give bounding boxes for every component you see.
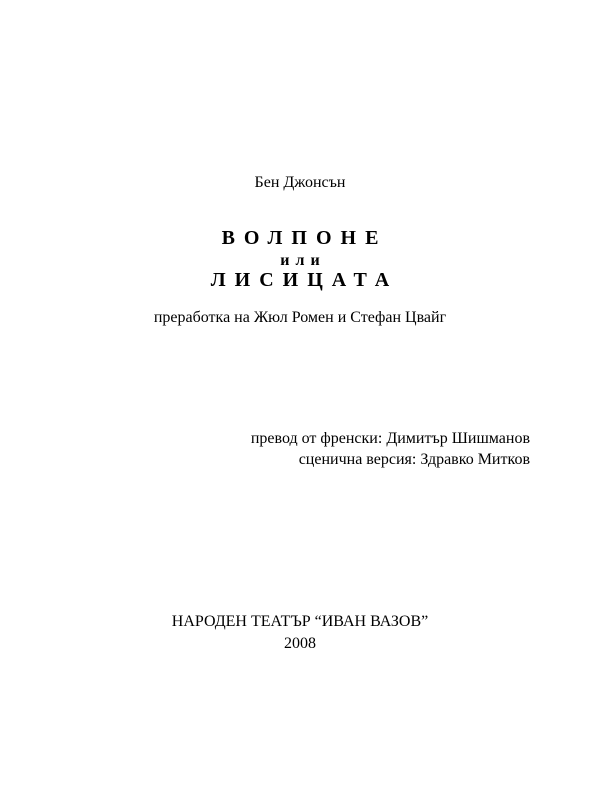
year: 2008	[284, 635, 316, 652]
title-conjunction: или	[280, 252, 326, 269]
adaptation-credit: преработка на Жюл Ромен и Стефан Цвайг	[153, 309, 447, 326]
theatre-name: НАРОДЕН ТЕАТЪР “ИВАН ВАЗОВ”	[171, 613, 429, 630]
play-title: ВОЛПОНЕ	[221, 227, 388, 249]
author-name: Бен Джонсън	[254, 174, 346, 191]
stage-version-credit: сценична версия: Здравко Митков	[298, 451, 530, 468]
translation-credit: превод от френски: Димитър Шишманов	[250, 430, 530, 447]
credits-block	[251, 428, 530, 470]
play-subtitle: ЛИСИЦАТА	[210, 269, 399, 291]
